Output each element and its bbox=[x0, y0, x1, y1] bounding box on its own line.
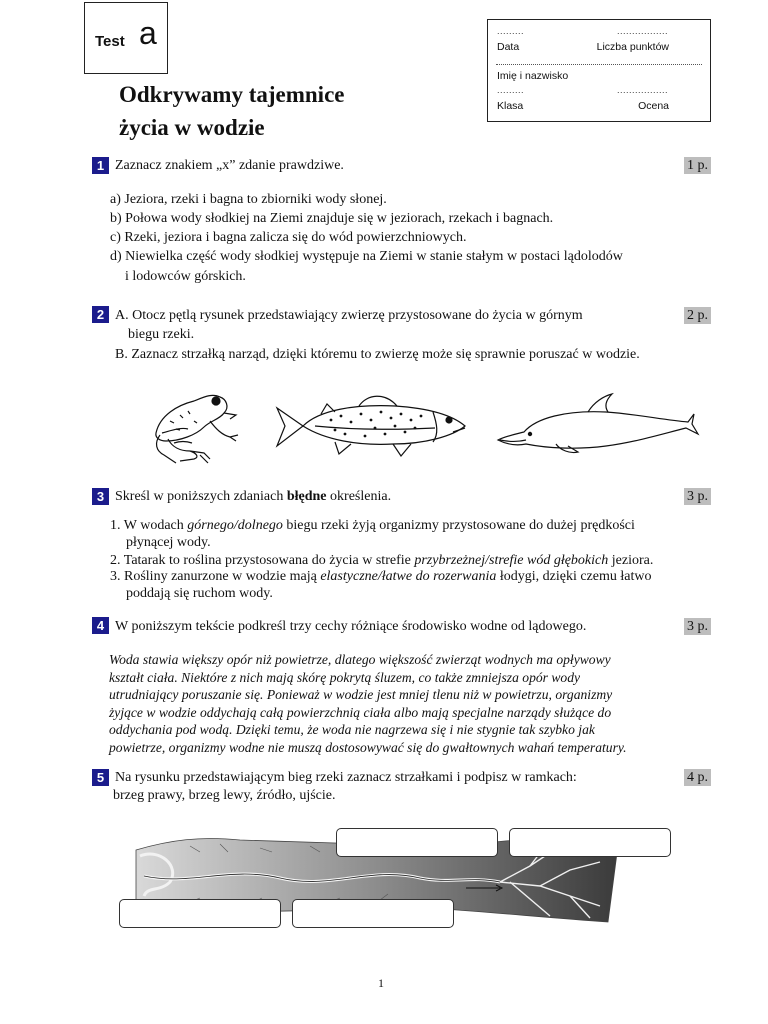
question-5-prompt: Na rysunku przedstawiającym bieg rzeki zaznacz strzałkami i podpisz w ramkach: bbox=[115, 770, 577, 785]
answer-frame-bottom-left[interactable] bbox=[119, 899, 281, 928]
q3-s3-end: łodygi, dzięki czemu łatwo bbox=[496, 569, 652, 584]
page-title bbox=[119, 78, 345, 144]
q3-s2-choice[interactable]: przybrzeżnej/strefie wód głębokich bbox=[414, 553, 609, 568]
question-1-number: 1 bbox=[92, 157, 109, 174]
q3-s1-end: biegu rzeki żyją organizmy przystosowane do dużej prędkości bbox=[282, 518, 635, 533]
grade-label: Ocena bbox=[638, 100, 669, 112]
q1-option-b[interactable]: b) Połowa wody słodkiej na Ziemi znajduje się w jeziorach, rzekach i bagnach. bbox=[110, 211, 554, 226]
passage-line: powietrze, organizmy wodne nie muszą dostosowywać się do gwałtownych wahań temperatury. bbox=[109, 739, 627, 755]
question-4-number: 4 bbox=[92, 617, 109, 634]
passage-line: żyjące w wodzie oddychają całą powierzchnią ciała albo mają specjalne narządy służące do bbox=[109, 704, 612, 720]
q1-option-d[interactable]: d) Niewielka część wody słodkiej występuje na Ziemi w stanie stałym w postaci lądolodów bbox=[110, 249, 623, 264]
question-2-points: 2 p. bbox=[684, 307, 711, 324]
q3-s1-start: 1. W wodach bbox=[110, 518, 188, 533]
q3-prompt-end: określenia. bbox=[326, 489, 392, 504]
q4-passage[interactable] bbox=[109, 651, 709, 756]
question-4-points: 3 p. bbox=[684, 618, 711, 635]
name-label: Imię i nazwisko bbox=[497, 70, 569, 82]
test-variant-letter: a bbox=[139, 15, 157, 51]
class-dots: ......... bbox=[497, 85, 525, 95]
question-1-points: 1 p. bbox=[684, 157, 711, 174]
q3-s2-end: jeziora. bbox=[608, 553, 654, 568]
question-5-prompt-continued: brzeg prawy, brzeg lewy, źródło, ujście. bbox=[113, 788, 336, 803]
question-3-number: 3 bbox=[92, 488, 109, 505]
points-dots: ................. bbox=[616, 26, 668, 36]
title-line-2: życia w wodzie bbox=[119, 115, 265, 140]
question-2-number: 2 bbox=[92, 306, 109, 323]
test-label: Test bbox=[95, 33, 125, 50]
passage-line: Woda stawia większy opór niż powietrze, dlatego większość zwierząt wodnych ma opływowy bbox=[109, 652, 611, 667]
frog-drawing[interactable] bbox=[150, 385, 242, 465]
answer-frame-bottom-right[interactable] bbox=[292, 899, 454, 928]
passage-line: oddychania pod wodą. Dzięki temu, że woda nie nagrzewa się i nie stygnie tak szybko jak bbox=[109, 722, 595, 737]
q3-s3-start: 3. Rośliny zanurzone w wodzie mają bbox=[110, 569, 321, 584]
points-label: Liczba punktów bbox=[596, 41, 669, 53]
question-5-points: 4 p. bbox=[684, 769, 711, 786]
question-4-prompt: W poniższym tekście podkreśl trzy cechy różniące środowisko wodne od lądowego. bbox=[115, 619, 587, 634]
q3-s3-choice[interactable]: elastyczne/łatwe do rozerwania bbox=[320, 569, 497, 584]
student-info-box bbox=[487, 19, 711, 122]
q3-prompt-start: Skreśl w poniższych zdaniach bbox=[115, 489, 287, 504]
q1-option-c[interactable]: c) Rzeki, jeziora i bagna zalicza się do wód powierzchniowych. bbox=[110, 230, 467, 245]
q1-option-d-continued: i lodowców górskich. bbox=[125, 269, 246, 284]
answer-frame-top-right[interactable] bbox=[509, 828, 671, 857]
q1-option-a[interactable]: a) Jeziora, rzeki i bagna to zbiorniki wody słonej. bbox=[110, 192, 387, 207]
grade-dots: ................. bbox=[616, 85, 668, 95]
q3-s2-start: 2. Tatarak to roślina przystosowana do życia w strefie bbox=[110, 553, 415, 568]
question-2-part-a: A. Otocz pętlą rysunek przedstawiający zwierzę przystosowane do życia w górnym bbox=[115, 308, 583, 323]
trout-drawing[interactable] bbox=[275, 390, 467, 462]
title-line-1: Odkrywamy tajemnice bbox=[119, 82, 345, 107]
date-dots: ......... bbox=[497, 26, 525, 36]
answer-frame-top-left[interactable] bbox=[336, 828, 498, 857]
class-label: Klasa bbox=[497, 100, 524, 112]
question-5-number: 5 bbox=[92, 769, 109, 786]
name-line[interactable] bbox=[496, 64, 702, 65]
q3-sentence-1-continued: płynącej wody. bbox=[126, 535, 211, 550]
question-2-part-a-continued: biegu rzeki. bbox=[128, 327, 195, 342]
page-number: 1 bbox=[378, 976, 384, 990]
q3-prompt-emphasis: błędne bbox=[286, 489, 327, 504]
passage-line: kształt ciała. Niektóre z nich mają skórę pokrytą śluzem, co także zmniejsza opór wody bbox=[109, 669, 581, 685]
question-3-prompt bbox=[115, 487, 391, 506]
date-label: Data bbox=[497, 41, 520, 53]
question-3-points: 3 p. bbox=[684, 488, 711, 505]
question-1-prompt: Zaznacz znakiem „x” zdanie prawdziwe. bbox=[115, 158, 344, 173]
passage-line: utrudniający poruszanie się. Ponieważ w wodzie jest mniej tlenu niż w powietrzu, organizmy bbox=[109, 687, 613, 702]
q3-sentence-3-continued: poddają się ruchom wody. bbox=[126, 586, 273, 601]
question-2-part-b: B. Zaznacz strzałką narząd, dzięki któremu to zwierzę może się sprawnie poruszać w wodzie. bbox=[115, 347, 640, 362]
dolphin-drawing[interactable] bbox=[496, 392, 700, 458]
test-variant-box bbox=[84, 2, 168, 74]
q3-s1-choice[interactable]: górnego/dolnego bbox=[187, 518, 283, 533]
